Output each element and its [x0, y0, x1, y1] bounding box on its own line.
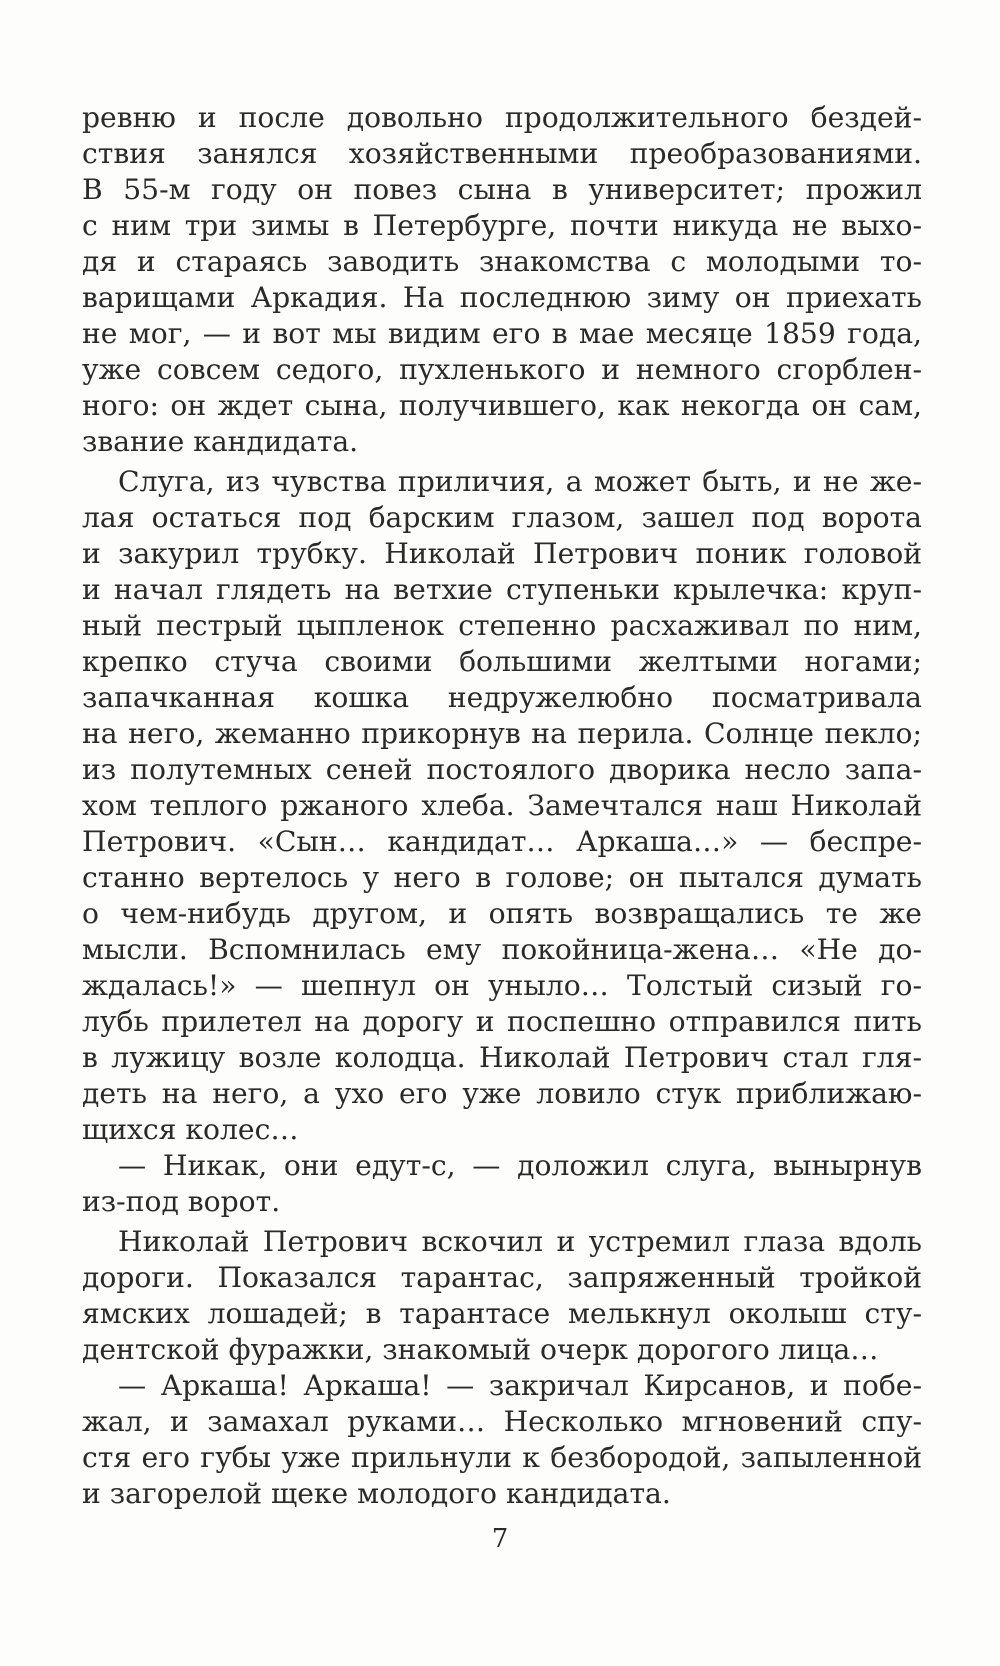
text-line: дороги. Показался тарантас, запряженный тройкой: [82, 1261, 922, 1294]
page-number: 7: [491, 1524, 509, 1554]
text-line: лубь прилетел на дорогу и поспешно отправился пить: [82, 1005, 922, 1038]
paragraph-5: [82, 1368, 922, 1512]
text-line: лая остаться под барским глазом, зашел под ворота: [82, 501, 922, 534]
text-line: мысли. Вспомнилась ему покойница-жена… «Не до-: [82, 933, 922, 966]
text-line: из-под ворот.: [82, 1185, 281, 1218]
text-line: и загорелой щеке молодого кандидата.: [82, 1477, 671, 1510]
text-line: в лужицу возле колодца. Николай Петрович стал гля-: [82, 1041, 922, 1074]
text-line: не мог, — и вот мы видим его в мае месяце 1859 года,: [82, 317, 922, 350]
text-line: ямских лошадей; в тарантасе мелькнул околыш сту-: [82, 1297, 922, 1330]
text-line: щихся колес…: [82, 1113, 299, 1146]
text-line: уже совсем седого, пухленького и немного сгорблен-: [82, 353, 922, 386]
text-line: с ним три зимы в Петербурге, почти никуда не выхо-: [82, 209, 922, 242]
text-line: дя и стараясь заводить знакомства с молодыми то-: [82, 245, 922, 278]
text-line: ждалась!» — шепнул он уныло… Толстый сизый го-: [82, 969, 922, 1002]
text-line: В 55-м году он повез сына в университет; прожил: [82, 173, 922, 206]
paragraph-3: [82, 1148, 922, 1220]
text-line: деть на него, а ухо его уже ловило стук приближаю-: [82, 1077, 922, 1110]
text-line: на него, жеманно прикорнув на перила. Солнце пекло;: [82, 717, 922, 750]
text-line: — Никак, они едут-с, — доложил слуга, вынырнув: [118, 1149, 922, 1182]
text-line: ревню и после довольно продолжительного бездей-: [82, 101, 922, 134]
text-line: жал, и замахал руками… Несколько мгновений спу-: [82, 1405, 922, 1438]
text-line: ного: он ждет сына, получившего, как некогда он сам,: [82, 389, 922, 422]
text-line: стя его губы уже прильнули к безбородой, запыленной: [82, 1441, 922, 1474]
paragraph-4: [82, 1224, 922, 1368]
paragraph-1: [82, 100, 922, 460]
text-line: хом теплого ржаного хлеба. Замечтался наш Николай: [82, 789, 922, 822]
paragraph-2: [82, 464, 922, 1148]
text-line: Николай Петрович вскочил и устремил глаза вдоль: [118, 1225, 922, 1258]
text-line: дентской фуражки, знакомый очерк дорогого лица…: [82, 1333, 879, 1366]
text-line: Слуга, из чувства приличия, а может быть, и не же-: [118, 465, 922, 498]
body-text: [82, 100, 922, 1512]
text-line: варищами Аркадия. На последнюю зиму он приехать: [82, 281, 922, 314]
text-line: звание кандидата.: [82, 425, 359, 458]
text-line: ный пестрый цыпленок степенно расхаживал по ним,: [82, 609, 922, 642]
text-line: запачканная кошка недружелюбно посматривала: [82, 681, 922, 714]
text-line: и начал глядеть на ветхие ступеньки крылечка: круп-: [82, 573, 922, 606]
text-line: ствия занялся хозяйственными преобразованиями.: [82, 137, 922, 170]
text-line: из полутемных сеней постоялого дворика несло запа-: [82, 753, 922, 786]
text-line: — Аркаша! Аркаша! — закричал Кирсанов, и побе-: [118, 1369, 922, 1402]
text-line: о чем-нибудь другом, и опять возвращались те же: [82, 897, 922, 930]
text-line: и закурил трубку. Николай Петрович поник головой: [82, 537, 922, 570]
text-line: станно вертелось у него в голове; он пытался думать: [82, 861, 922, 894]
text-line: крепко стуча своими большими желтыми ногами;: [82, 645, 922, 678]
text-line: Петрович. «Сын… кандидат… Аркаша…» — беспре-: [82, 825, 922, 858]
